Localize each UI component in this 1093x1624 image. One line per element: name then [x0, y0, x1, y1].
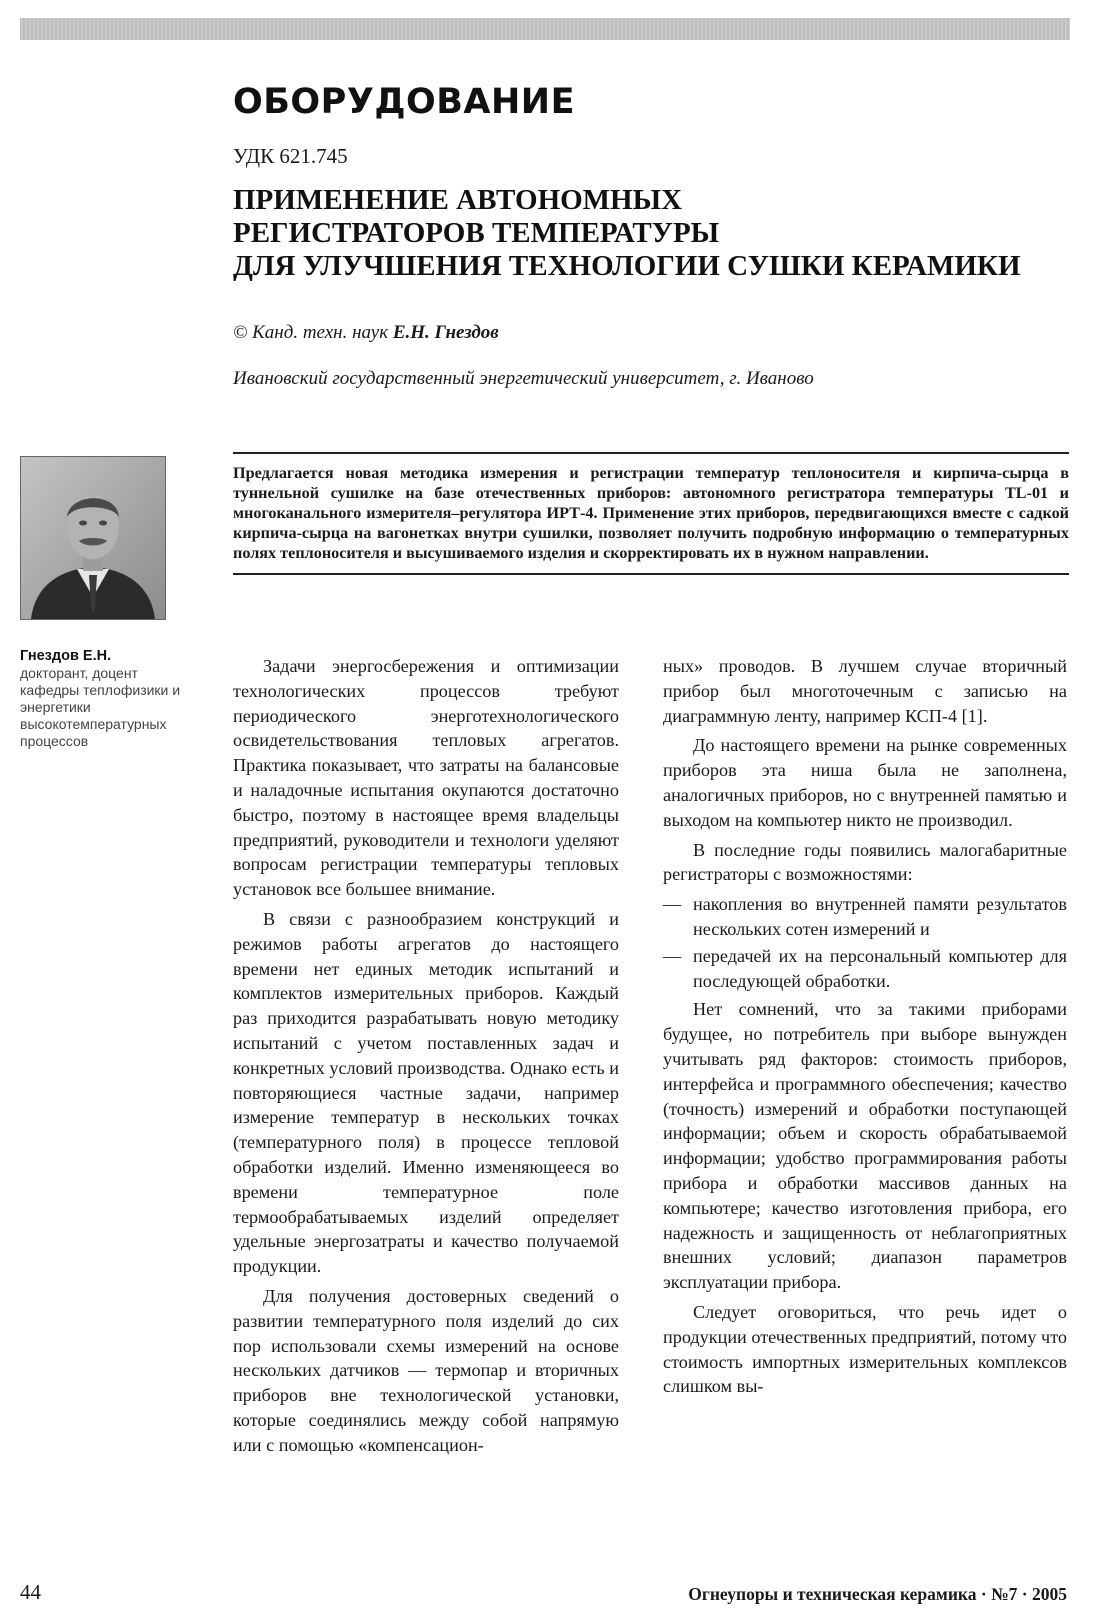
author-line [233, 322, 499, 344]
paragraph: В связи с разнообразием конструкций и режимов работы агрегатов до настоящего времени нет единых методик испытаний и комплектов измерительных приборов. Каждый раз приходится разрабатывать новую методику испытаний с учетом поставленных задач и конкретных условий производства. Однако есть и повторяющиеся частные задачи, например измерение температур в нескольких точках (температурного поля) в процессе тепловой обработки изделий. Именно изменяющееся во времени температурное поле термообрабатываемых изделий определяет удельные энергозатраты и качество получаемой продукции. [233, 908, 619, 1277]
author-prefix: © Канд. техн. наук [233, 322, 393, 343]
portrait-image [21, 457, 165, 619]
capability-list [663, 892, 1067, 993]
page-number: 44 [20, 1580, 41, 1604]
paragraph: ных» проводов. В лучшем случае вторичный прибор был многоточечным с записью на диаграммную ленту, например КСП-4 [1]. [663, 656, 1067, 726]
paragraph: В последние годы появились малогабаритные регистраторы с возможностями: [663, 839, 1067, 885]
udk-code: УДК 621.745 [233, 144, 348, 168]
section-title: ОБОРУДОВАНИЕ [233, 82, 576, 122]
title-line: РЕГИСТРАТОРОВ ТЕМПЕРАТУРЫ [233, 217, 720, 249]
list-item: — накопления во внутренней памяти результатов нескольких сотен измерений и [663, 892, 1067, 942]
paragraph: Задачи энергосбережения и оптимизации технологических процессов требуют периодического энерготехнологического освидетельствования тепловых агрегатов. Практика показывает, что затраты на балансовые и наладочные испытания окупаются достаточно быстро, поэтому в настоящее время владельцы предприятий, руководители и технологи уделяют вопросам регистрации температуры тепловых установок все большее внимание. [233, 656, 619, 900]
affiliation: Ивановский государственный энергетический университет, г. Иваново [233, 368, 814, 389]
title-line: ПРИМЕНЕНИЕ АВТОНОМНЫХ [233, 184, 683, 216]
header-band [20, 18, 1070, 40]
bio-name: Гнездов Е.Н. [20, 648, 112, 664]
abstract: Предлагается новая методика измерения и регистрации температур теплоносителя и кирпича-сырца в туннельной сушилке на базе отечественных приборов: автономного регистратора температуры TL-01 и многоканального измерителя–регулятора ИРТ-4. Применение этих приборов, передвигающихся вместе с садкой кирпича-сырца на вагонетках внутри сушилки, позволяет получить подробную информацию о температурных полях теплоносителя и высушиваемого изделия и скорректировать их в нужном направлении. [233, 452, 1069, 575]
author-photo [20, 456, 166, 620]
paragraph: Для получения достоверных сведений о развитии температурного поля изделий до сих пор использовали схемы измерений на основе нескольких датчиков — термопар и вторичных приборов вне технологической установки, которые соединялись между собой напрямую или с помощью «компенсацион- [233, 1285, 619, 1455]
journal-footer: Огнеупоры и техническая керамика · №7 · 2005 [688, 1584, 1067, 1604]
author-name: Е.Н. Гнездов [392, 322, 499, 343]
paragraph: Следует оговориться, что речь идет о продукции отечественных предприятий, потому что стоимость импортных измерительных комплексов слишком вы- [663, 1301, 1067, 1397]
title-line: ДЛЯ УЛУЧШЕНИЯ ТЕХНОЛОГИИ СУШКИ КЕРАМИКИ [233, 250, 1021, 282]
article-title [233, 184, 1073, 283]
body-column-right [663, 654, 1067, 1404]
body-column-left [233, 654, 619, 1463]
paragraph: Нет сомнений, что за такими приборами будущее, но потребитель при выборе вынужден учитывать ряд факторов: стоимость приборов, интерфейса и программного обеспечения; качество (точность) измерений и обработки поступающей информации; объем и скорость обрабатываемой информации; удобство программирования работы прибора и обработки массивов данных на компьютере; качество изготовления прибора, его надежность и защищенность от неблагоприятных внешних условий; диапазон параметров эксплуатации прибора. [663, 999, 1067, 1293]
bio-text: докторант, доцент кафедры теплофизики и энергетики высокотемпературных процессов [20, 665, 181, 749]
author-bio [20, 648, 200, 750]
list-item: — передачей их на персональный компьютер для последующей обработки. [663, 944, 1067, 994]
paragraph: До настоящего времени на рынке современных приборов эта ниша была не заполнена, аналогичных приборов, но с внутренней памятью и выходом на компьютер никто не производил. [663, 735, 1067, 830]
